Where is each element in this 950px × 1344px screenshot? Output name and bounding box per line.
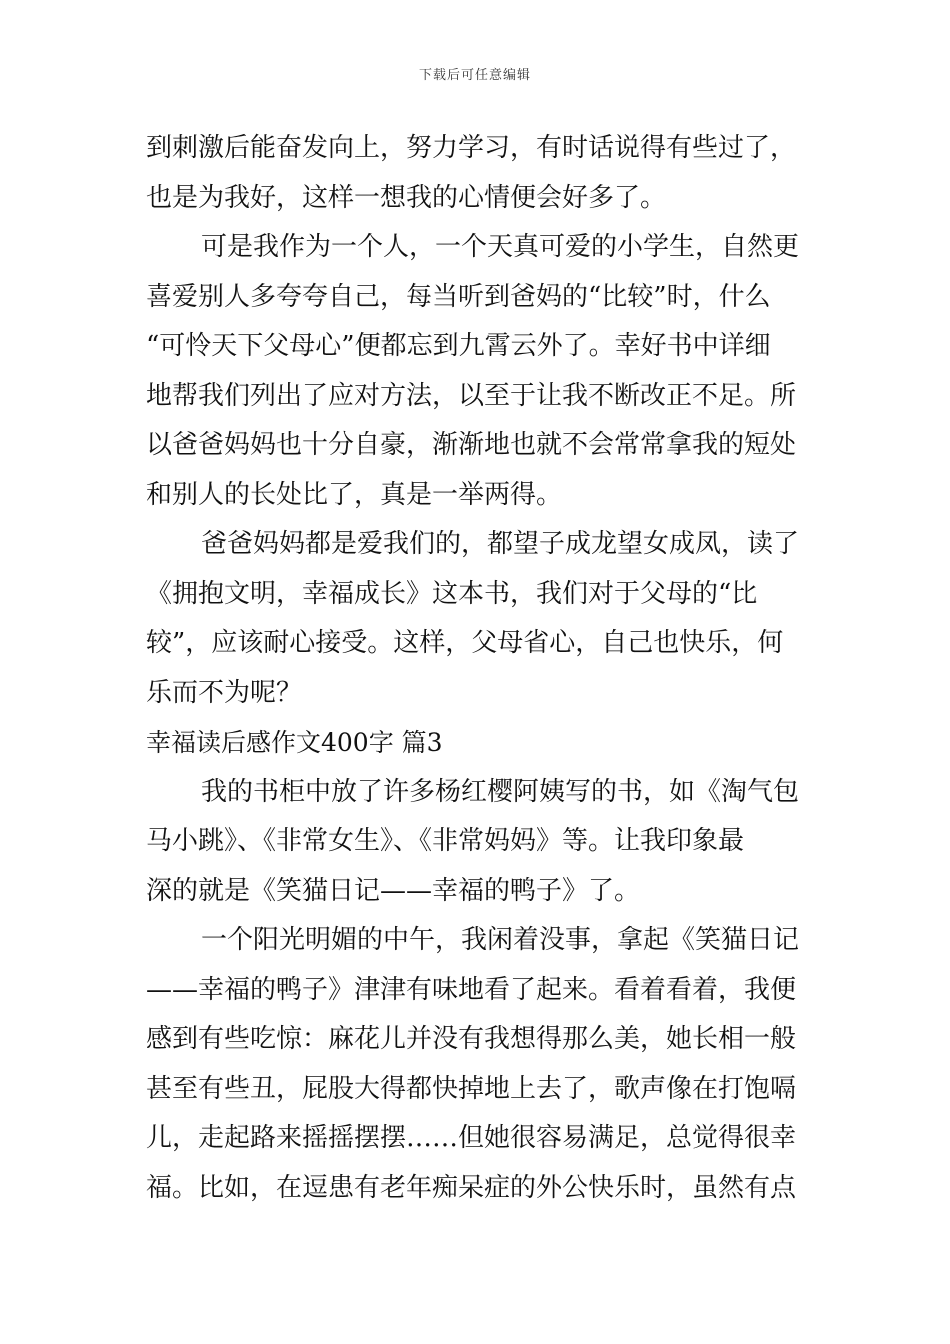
text-line: 甚至有些丑，屁股大得都快掉地上去了，歌声像在打饱嗝 <box>146 1073 797 1104</box>
text-line: 感到有些吃惊：麻花儿并没有我想得那么美，她长相一般 <box>146 1024 797 1054</box>
text-line: 喜爱别人多夸夸自己，每当听到爸妈的“比较”时，什么 <box>146 281 771 312</box>
text-line: 可是我作为一个人，一个天真可爱的小学生，自然更 <box>201 232 800 262</box>
text-line: 一个阳光明媚的中午，我闲着没事，拿起《笑猫日记 <box>201 925 800 955</box>
text-line: 我的书柜中放了许多杨红樱阿姨写的书，如《淘气包 <box>201 776 800 807</box>
document-body <box>146 124 810 1213</box>
text-line: 较”，应该耐心接受。这样，父母省心，自己也快乐，何 <box>146 628 784 658</box>
text-line: ——幸福的鸭子》津津有味地看了起来。看着看着，我便 <box>146 974 797 1005</box>
text-line: 《拥抱文明，幸福成长》这本书，我们对于父母的“比 <box>146 578 758 609</box>
text-line: 儿，走起路来摇摇摆摆……但她很容易满足，总觉得很幸 <box>146 1123 797 1153</box>
text-line: “可怜天下父母心”便都忘到九霄云外了。幸好书中详细 <box>146 331 771 361</box>
text-line: 深的就是《笑猫日记——幸福的鸭子》了。 <box>146 875 641 906</box>
section-heading: 幸福读后感作文400字 篇3 <box>146 728 443 757</box>
text-line: 地帮我们列出了应对方法，以至于让我不断改正不足。所 <box>146 380 797 411</box>
text-line: 乐而不为呢？ <box>146 677 303 708</box>
text-line: 也是为我好，这样一想我的心情便会好多了。 <box>146 182 667 213</box>
page-header: 下载后可任意编辑 <box>418 68 531 83</box>
text-line: 和别人的长处比了，真是一举两得。 <box>146 479 563 510</box>
text-line: 福。比如，在逗患有老年痴呆症的外公快乐时，虽然有点 <box>146 1172 797 1203</box>
text-line: 到刺激后能奋发向上，努力学习，有时话说得有些过了， <box>146 133 797 163</box>
text-line: 以爸爸妈妈也十分自豪，渐渐地也就不会常常拿我的短处 <box>146 430 797 460</box>
text-line: 马小跳》、《非常女生》、《非常妈妈》等。让我印象最 <box>146 826 745 856</box>
text-line: 爸爸妈妈都是爱我们的，都望子成龙望女成凤，读了 <box>201 529 800 559</box>
